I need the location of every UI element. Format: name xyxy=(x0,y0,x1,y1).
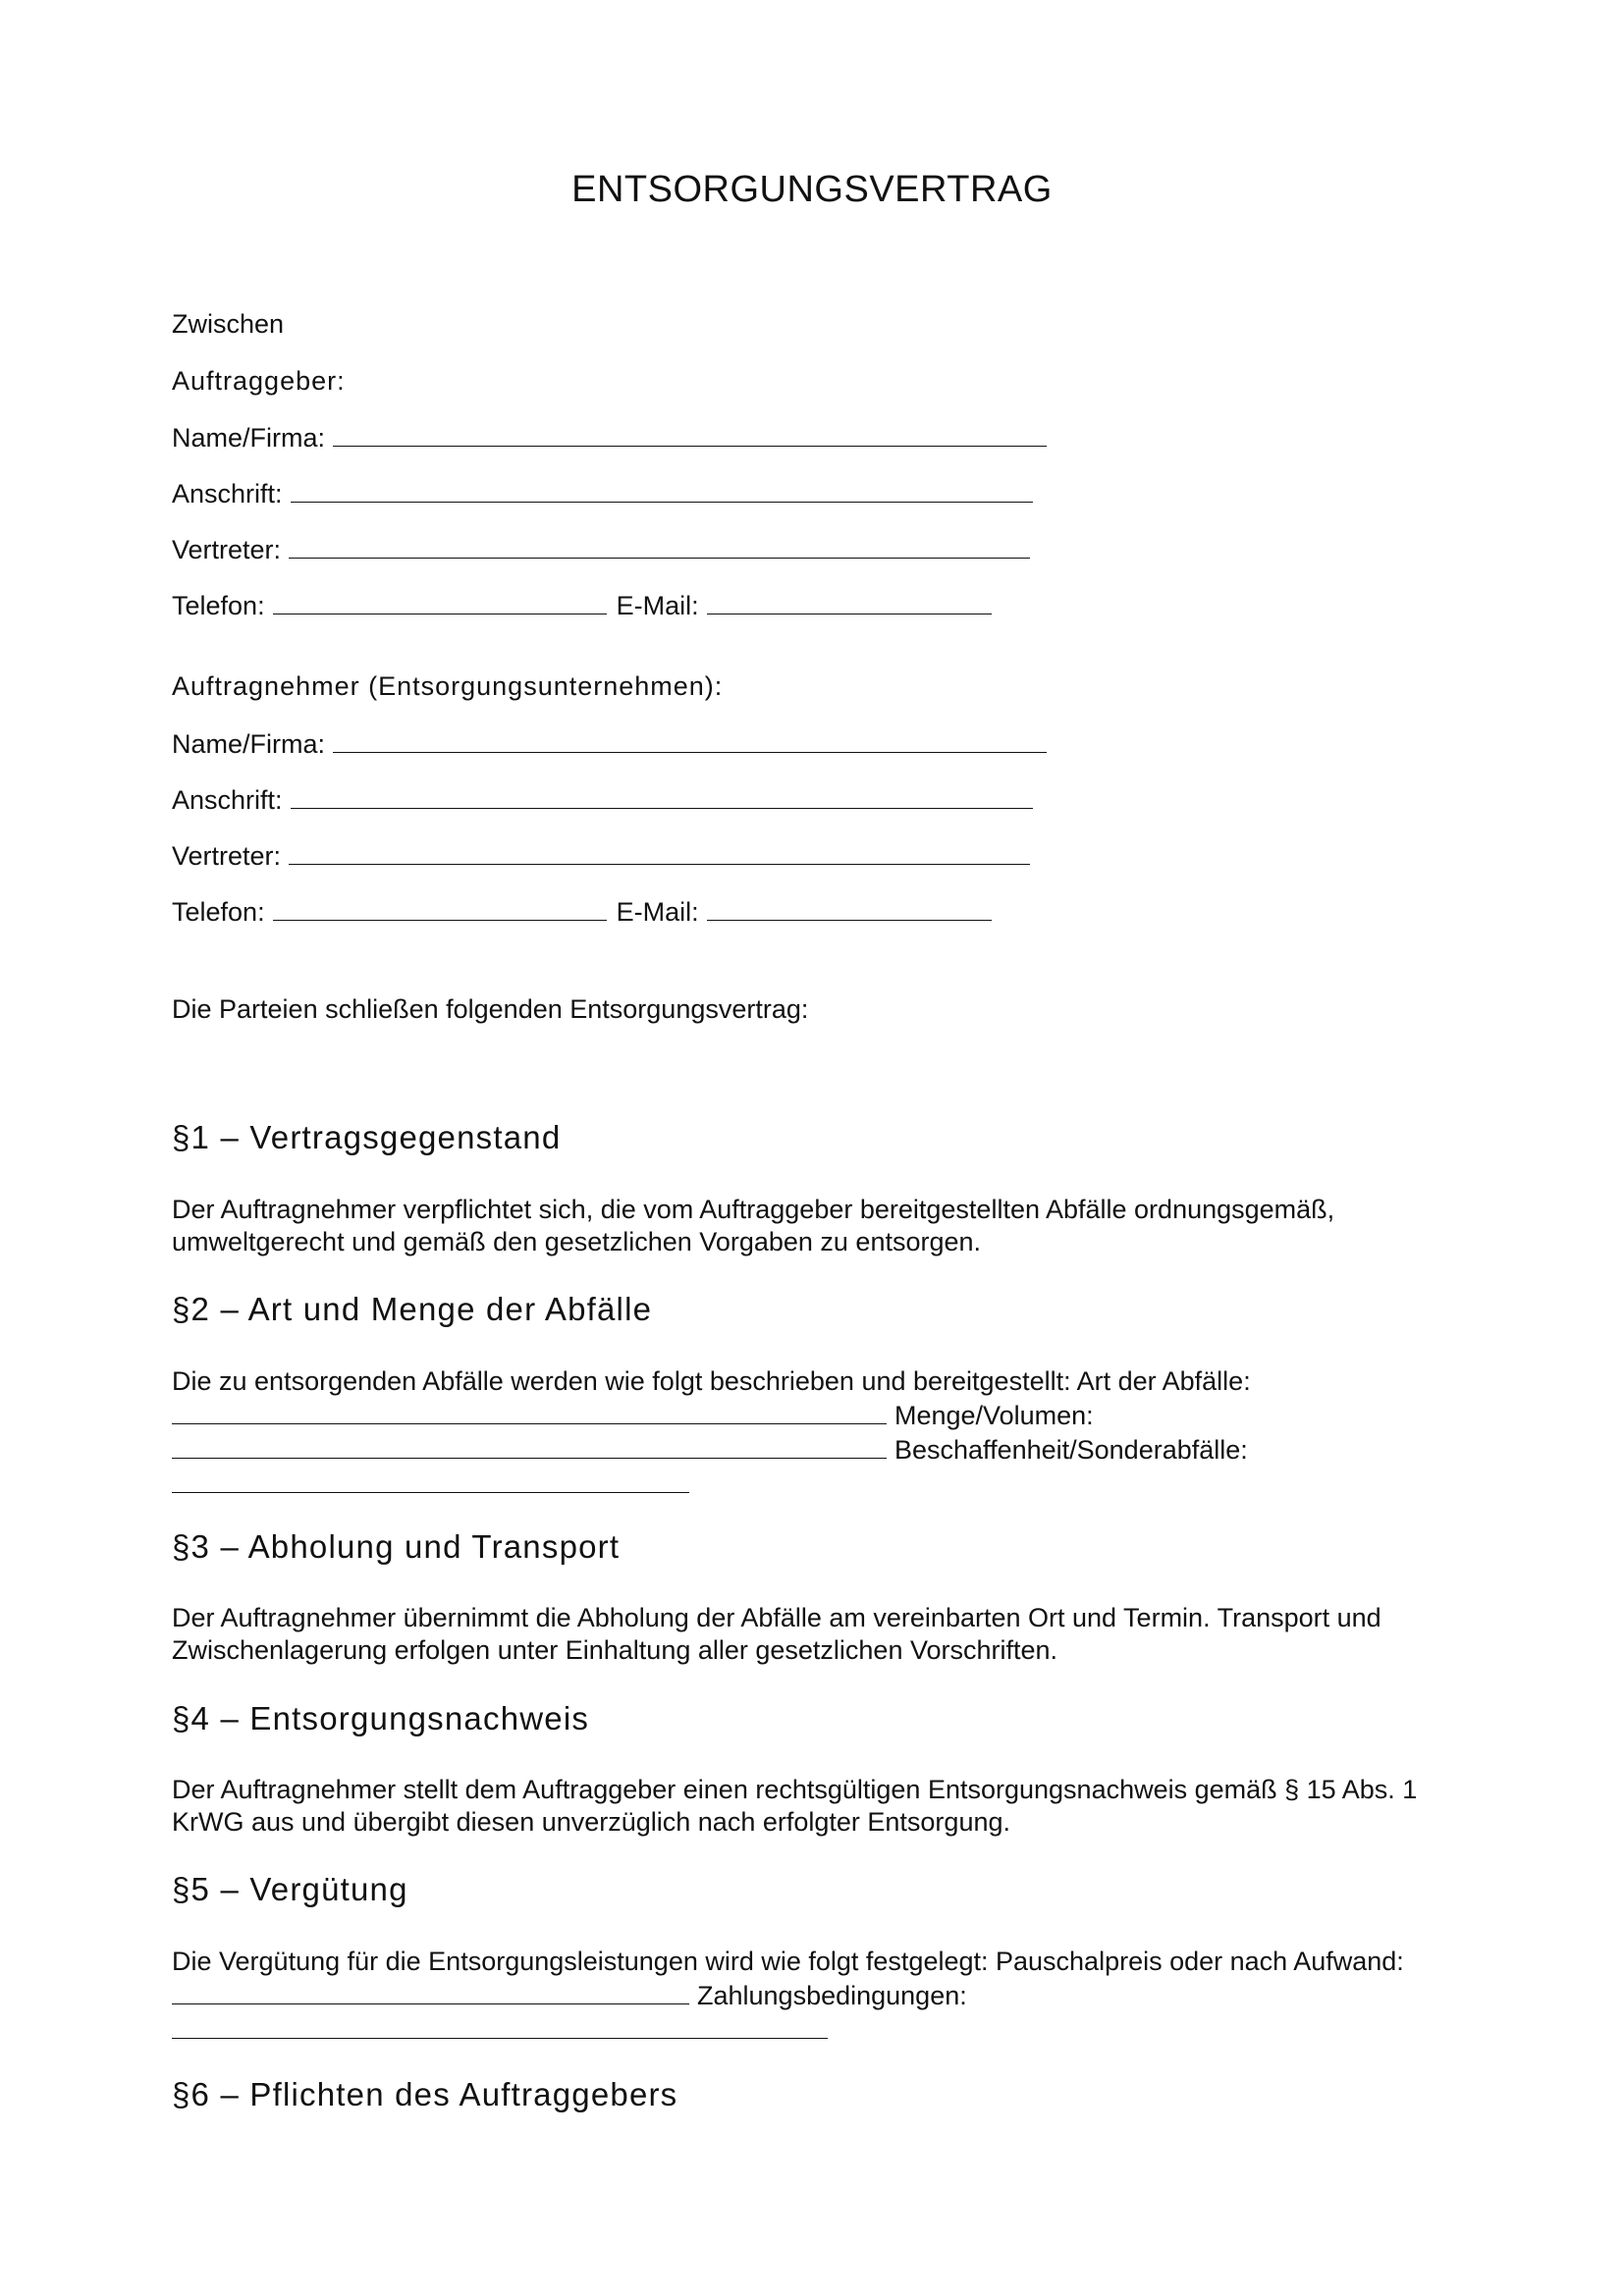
section-1-text xyxy=(172,1194,1478,1258)
condition-label: Beschaffenheit/Sonderabfälle: xyxy=(894,1435,1248,1465)
contractor-address-label: Anschrift: xyxy=(172,785,283,815)
section-3-line-1: Der Auftragnehmer übernimmt die Abholung der Abfälle am vereinbarten Ort und Termin. Transport und xyxy=(172,1603,1381,1632)
client-contact-row xyxy=(172,588,992,622)
section-2-line-3 xyxy=(172,1432,1478,1467)
client-name-field[interactable] xyxy=(333,420,1047,447)
client-address-row xyxy=(172,476,1033,510)
waste-type-field[interactable] xyxy=(172,1398,887,1424)
contractor-phone-label: Telefon: xyxy=(172,897,265,927)
section-3-heading: §3 – Abholung und Transport xyxy=(172,1528,621,1565)
client-rep-field[interactable] xyxy=(289,532,1030,559)
client-address-field[interactable] xyxy=(291,476,1033,503)
payment-terms-label: Zahlungsbedingungen: xyxy=(697,1981,967,2010)
contractor-name-label: Name/Firma: xyxy=(172,729,326,759)
client-email-field[interactable] xyxy=(707,588,992,614)
section-1-line-2: umweltgerecht und gemäß den gesetzlichen Vorgaben zu entsorgen. xyxy=(172,1227,982,1256)
contractor-name-row xyxy=(172,726,1047,761)
client-heading: Auftraggeber: xyxy=(172,366,346,396)
contractor-address-field[interactable] xyxy=(291,782,1033,809)
client-name-label: Name/Firma: xyxy=(172,423,326,453)
document-title: ENTSORGUNGSVERTRAG xyxy=(571,169,1053,210)
client-address-label: Anschrift: xyxy=(172,479,283,508)
payment-terms-field[interactable] xyxy=(172,2012,828,2039)
contractor-name-field[interactable] xyxy=(333,726,1047,753)
section-2-line-2 xyxy=(172,1398,1478,1432)
price-field[interactable] xyxy=(172,1978,689,2004)
section-5-line-1: Die Vergütung für die Entsorgungsleistungen wird wie folgt festgelegt: Pauschalpreis oder nach Aufwand: xyxy=(172,1947,1404,1976)
contractor-email-field[interactable] xyxy=(707,894,992,921)
section-2-heading: §2 – Art und Menge der Abfälle xyxy=(172,1291,653,1327)
section-4-text xyxy=(172,1774,1478,1839)
section-2-text xyxy=(172,1365,1478,1501)
client-email-label: E-Mail: xyxy=(616,591,699,620)
section-3-text xyxy=(172,1602,1478,1667)
client-rep-row xyxy=(172,532,1030,566)
section-6-heading: §6 – Pflichten des Auftraggebers xyxy=(172,2076,678,2112)
client-phone-label: Telefon: xyxy=(172,591,265,620)
quantity-label: Menge/Volumen: xyxy=(894,1401,1094,1430)
quantity-field[interactable] xyxy=(172,1432,887,1459)
contractor-email-label: E-Mail: xyxy=(616,897,699,927)
section-3-line-2: Zwischenlagerung erfolgen unter Einhaltung aller gesetzlichen Vorschriften. xyxy=(172,1635,1058,1665)
section-4-line-1: Der Auftragnehmer stellt dem Auftraggeber einen rechtsgültigen Entsorgungsnachweis gemäß § 15 Abs. 1 xyxy=(172,1775,1418,1804)
section-4-line-2: KrWG aus und übergibt diesen unverzüglich nach erfolgter Entsorgung. xyxy=(172,1807,1010,1837)
section-4-heading: §4 – Entsorgungsnachweis xyxy=(172,1700,590,1736)
section-5-line-2 xyxy=(172,1978,1478,2012)
section-5-heading: §5 – Vergütung xyxy=(172,1871,408,1907)
contractor-heading: Auftragnehmer (Entsorgungsunternehmen): xyxy=(172,671,724,701)
client-name-row xyxy=(172,420,1047,454)
contractor-rep-field[interactable] xyxy=(289,838,1030,865)
contractor-rep-label: Vertreter: xyxy=(172,841,282,871)
contractor-rep-row xyxy=(172,838,1030,873)
section-5-text xyxy=(172,1946,1478,2047)
contractor-contact-row xyxy=(172,894,992,929)
section-5-line-3 xyxy=(172,2012,1478,2047)
intro-text: Zwischen xyxy=(172,309,285,339)
section-2-line-1: Die zu entsorgenden Abfälle werden wie folgt beschrieben und bereitgestellt: Art der Abfälle: xyxy=(172,1366,1251,1396)
client-rep-label: Vertreter: xyxy=(172,535,282,564)
client-phone-field[interactable] xyxy=(273,588,607,614)
section-1-heading: §1 – Vertragsgegenstand xyxy=(172,1119,562,1155)
section-2-line-4 xyxy=(172,1467,1478,1501)
condition-field[interactable] xyxy=(172,1467,689,1493)
agreement-text: Die Parteien schließen folgenden Entsorgungsvertrag: xyxy=(172,994,809,1024)
contractor-address-row xyxy=(172,782,1033,817)
contractor-phone-field[interactable] xyxy=(273,894,607,921)
section-1-line-1: Der Auftragnehmer verpflichtet sich, die vom Auftraggeber bereitgestellten Abfälle ordnungsgemäß, xyxy=(172,1195,1335,1224)
